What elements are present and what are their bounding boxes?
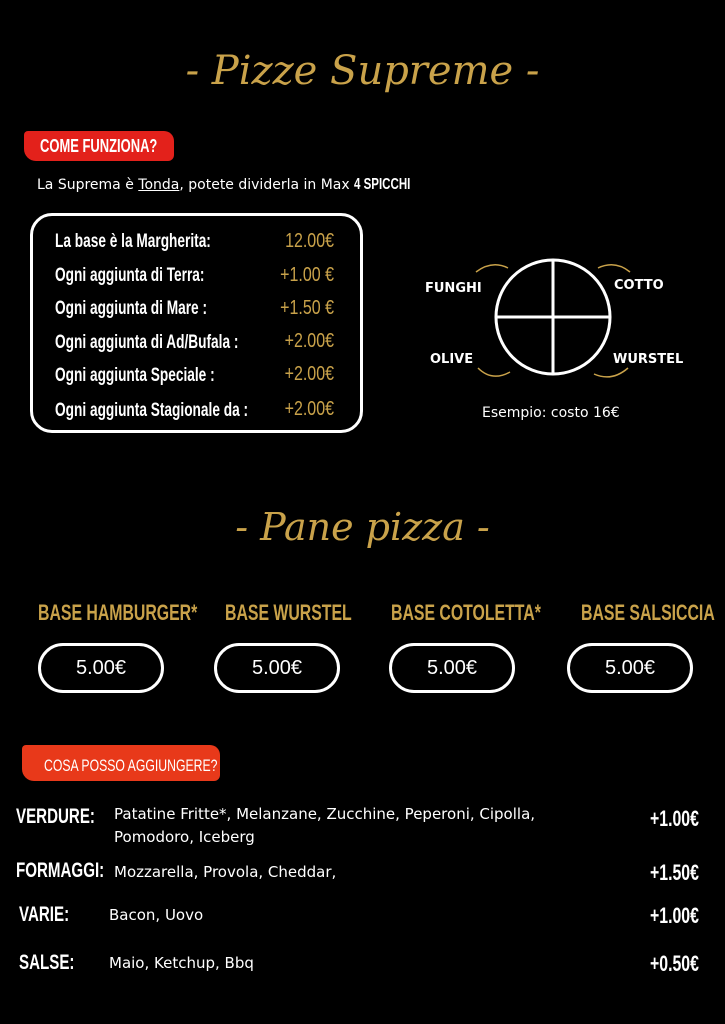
- badge-cosa-aggiungere: COSA POSSO AGGIUNGERE?: [44, 756, 218, 775]
- slice-label: OLIVE: [430, 352, 474, 367]
- base-price: 5.00€: [38, 643, 164, 693]
- rule-price: +1.00 €: [280, 264, 334, 286]
- rules-box: [30, 213, 363, 433]
- rule-price: 12.00€: [285, 230, 334, 252]
- rule-price: +2.00€: [284, 398, 334, 420]
- rule-price: +1.50 €: [280, 297, 334, 319]
- extra-items: Mozzarella, Provola, Cheddar,: [114, 863, 337, 881]
- base-name: BASE WURSTEL: [225, 600, 352, 625]
- base-price: 5.00€: [214, 643, 340, 693]
- rule-price: +2.00€: [284, 363, 334, 385]
- extra-price: +1.00€: [650, 903, 699, 928]
- title-pane-pizza: - Pane pizza -: [235, 505, 490, 549]
- rule-price: +2.00€: [284, 330, 334, 352]
- intro-text: La Suprema è Tonda, potete dividerla in Max 4 SPICCHI: [37, 176, 411, 193]
- extra-price: +1.00€: [650, 806, 699, 831]
- extra-items: Bacon, Uovo: [109, 906, 204, 924]
- title-pizze-supreme: - Pizze Supreme -: [185, 48, 540, 94]
- base-price: 5.00€: [389, 643, 515, 693]
- rule-label: Ogni aggiunta di Ad/Bufala :: [55, 332, 239, 353]
- rule-label: Ogni aggiunta Stagionale da :: [55, 400, 249, 421]
- base-price: 5.00€: [567, 643, 693, 693]
- badge-come-funziona: COME FUNZIONA?: [40, 136, 158, 156]
- rule-label: Ogni aggiunta Speciale :: [55, 365, 215, 386]
- base-name: BASE COTOLETTA*: [391, 600, 541, 625]
- extra-category: VERDURE:: [16, 805, 95, 828]
- slice-label: WURSTEL: [613, 352, 684, 367]
- base-name: BASE SALSICCIA: [581, 600, 715, 625]
- extra-category: VARIE:: [19, 903, 70, 926]
- slice-label: COTTO: [614, 278, 664, 293]
- rule-label: Ogni aggiunta di Mare :: [55, 298, 208, 319]
- slice-label: FUNGHI: [425, 281, 482, 296]
- extra-price: +1.50€: [650, 860, 699, 885]
- diagram-caption: Esempio: costo 16€: [482, 405, 620, 421]
- extra-items: Patatine Fritte*, Melanzane, Zucchine, Peperoni, Cipolla, Pomodoro, Iceberg: [114, 805, 536, 846]
- extra-price: +0.50€: [650, 951, 699, 976]
- extra-category: SALSE:: [19, 951, 75, 974]
- base-name: BASE HAMBURGER*: [38, 600, 198, 625]
- rule-label: La base è la Margherita:: [55, 231, 211, 252]
- rule-label: Ogni aggiunta di Terra:: [55, 265, 205, 286]
- extra-items: Maio, Ketchup, Bbq: [109, 954, 254, 972]
- pizza-diagram-icon: [460, 250, 660, 390]
- extra-category: FORMAGGI:: [16, 859, 105, 882]
